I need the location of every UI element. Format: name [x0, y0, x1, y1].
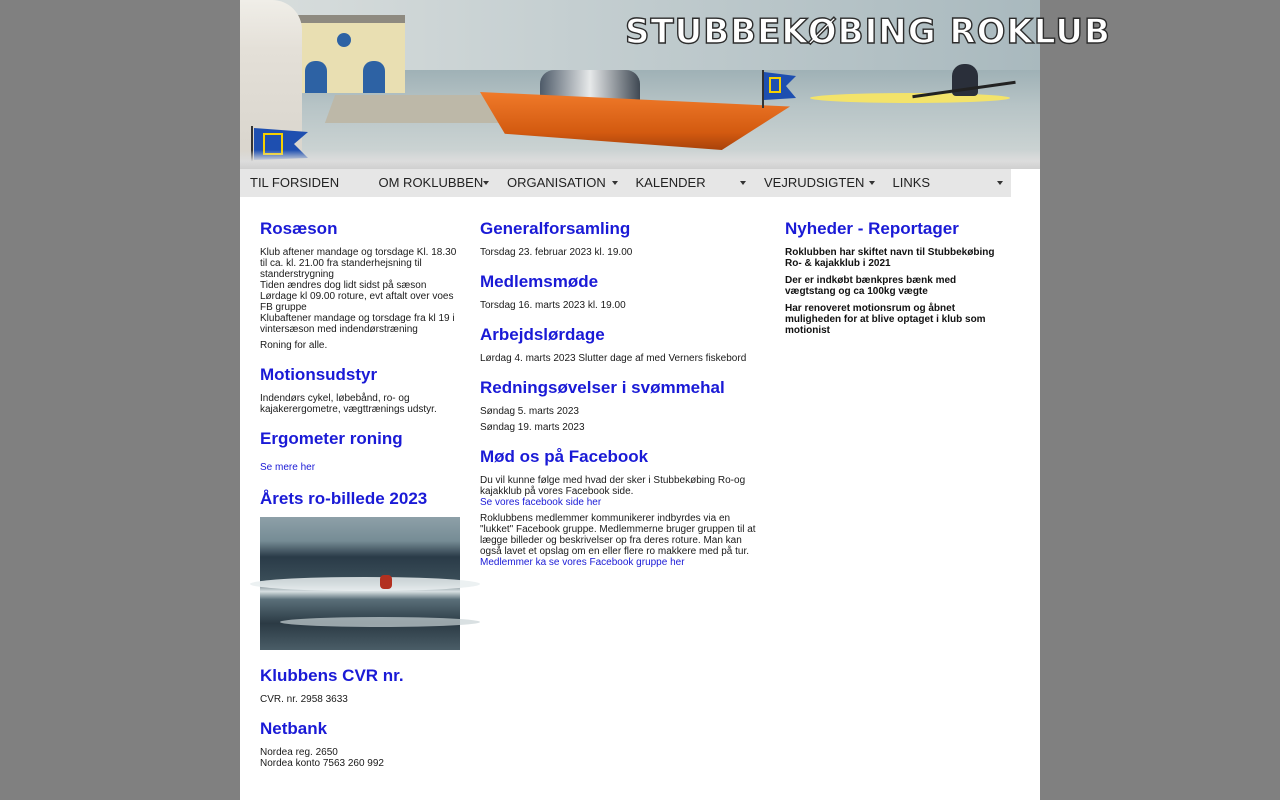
section-heading: Mød os på Facebook	[480, 447, 649, 466]
netbank-line: Nordea reg. 2650	[260, 747, 338, 758]
nav-label: VEJRUDSIGTEN	[764, 175, 865, 190]
boathouse-image	[285, 15, 405, 93]
nav-item-organisation[interactable]	[497, 169, 626, 197]
rosaeson-extra: Roning for alle.	[260, 340, 328, 351]
nav-item-vejrudsigten[interactable]	[754, 169, 883, 197]
kayak-image	[810, 93, 1010, 103]
header-banner	[240, 0, 1111, 169]
news-item[interactable]: Roklubben har skiftet navn til Stubbekøbing Ro- & kajakklub i 2021	[785, 247, 995, 269]
section-heading: Klubbens CVR nr.	[260, 666, 404, 685]
boat-flag-icon	[760, 68, 798, 108]
section-heading: Generalforsamling	[480, 219, 631, 238]
section-heading: Medlemsmøde	[480, 272, 599, 291]
nav-label: KALENDER	[635, 175, 706, 190]
year-photo	[260, 517, 460, 650]
section-generalforsamling	[480, 219, 760, 258]
event-date: Søndag 5. marts 2023	[480, 406, 579, 417]
section-ro-billede	[260, 489, 465, 650]
section-heading: Motionsudstyr	[260, 365, 378, 384]
dropdown-arrow-icon	[612, 181, 618, 185]
section-heading: Årets ro-billede 2023	[260, 489, 428, 508]
cvr-text: CVR. nr. 2958 3633	[260, 694, 348, 705]
rosaeson-line: Klub aftener mandage og torsdage Kl. 18.30 til ca. kl. 21.00 fra standerhejsning til standerstrygning	[260, 247, 457, 280]
rosaeson-line: Klubaftener mandage og torsdage fra kl 19 i vintersæson med indendørstræning	[260, 313, 455, 335]
news-item[interactable]: Der er indkøbt bænkpres bænk med vægtstang og ca 100kg vægte	[785, 275, 957, 297]
netbank-text	[260, 747, 465, 769]
ergometer-link[interactable]: Se mere her	[260, 462, 316, 473]
nav-label: ORGANISATION	[507, 175, 606, 190]
facebook-group-desc: Roklubbens medlemmer kommunikerer indbyrdes via en "lukket" Facebook gruppe. Medlemmerne bruger gruppen til at lægge billeder og beskrivelser op fra deres roture. Man kan også lavet et opslag om en eller flere ro makkere med på tur.	[480, 513, 756, 557]
section-heading: Redningsøvelser i svømmehal	[480, 378, 725, 397]
event-date: Søndag 19. marts 2023	[480, 422, 585, 433]
nav-item-forsiden[interactable]	[240, 169, 369, 197]
section-ergometer	[260, 429, 465, 475]
nav-item-kalender[interactable]	[626, 169, 755, 197]
page-container	[240, 0, 1111, 800]
section-heading: Arbejdslørdage	[480, 325, 605, 344]
dropdown-arrow-icon	[483, 181, 489, 185]
section-facebook	[480, 447, 760, 568]
section-medlemsmoede	[480, 272, 760, 311]
middle-column	[480, 219, 760, 578]
nav-label: LINKS	[892, 175, 931, 190]
section-netbank	[260, 719, 465, 769]
banner-fade	[240, 150, 1040, 169]
dropdown-arrow-icon	[740, 181, 746, 185]
section-cvr	[260, 666, 465, 705]
nav-item-links[interactable]	[883, 169, 1012, 197]
nav-item-om-roklubben[interactable]	[369, 169, 498, 197]
netbank-line: Nordea konto 7563 260 992	[260, 758, 384, 769]
rosaeson-line: Lørdage kl 09.00 roture, evt aftalt over voes FB gruppe	[260, 291, 454, 313]
news-item[interactable]: Har renoveret motionsrum og åbnet muligheden for at blive optaget i klub som motionist	[785, 303, 986, 336]
section-heading: Netbank	[260, 719, 328, 738]
section-rosaeson	[260, 219, 465, 351]
main-nav	[240, 169, 1011, 197]
event-date: Lørdag 4. marts 2023 Slutter dage af med Verners fiskebord	[480, 353, 747, 364]
event-date: Torsdag 16. marts 2023 kl. 19.00	[480, 300, 626, 311]
facebook-text	[480, 475, 760, 508]
section-heading: Ergometer roning	[260, 429, 403, 448]
site-title: STUBBEKØBING ROKLUB	[625, 12, 1111, 52]
motion-text: Indendørs cykel, løbebånd, ro- og kajakerergometre, vægttrænings udstyr.	[260, 393, 437, 415]
left-column	[260, 219, 465, 779]
facebook-group-text	[480, 513, 760, 568]
facebook-group-link[interactable]: Medlemmer ka se vores Facebook gruppe her	[480, 557, 685, 568]
facebook-intro: Du vil kunne følge med hvad der sker i Stubbekøbing Ro-og kajakklub på vores Facebook side.	[480, 475, 746, 497]
section-motionsudstyr	[260, 365, 465, 415]
rosaeson-text	[260, 247, 465, 335]
dropdown-arrow-icon	[869, 181, 875, 185]
section-redningsoevelser	[480, 378, 760, 433]
dropdown-arrow-icon	[997, 181, 1003, 185]
facebook-page-link[interactable]: Se vores facebook side her	[480, 497, 602, 508]
right-column	[785, 219, 1005, 342]
nav-label: OM ROKLUBBEN	[378, 175, 484, 190]
nav-label: TIL FORSIDEN	[250, 175, 340, 190]
section-heading: Rosæson	[260, 219, 338, 238]
section-heading: Nyheder - Reportager	[785, 219, 959, 238]
section-arbejdsloerdage	[480, 325, 760, 364]
event-date: Torsdag 23. februar 2023 kl. 19.00	[480, 247, 633, 258]
rosaeson-line: Tiden ændres dog lidt sidst på sæson	[260, 280, 427, 291]
